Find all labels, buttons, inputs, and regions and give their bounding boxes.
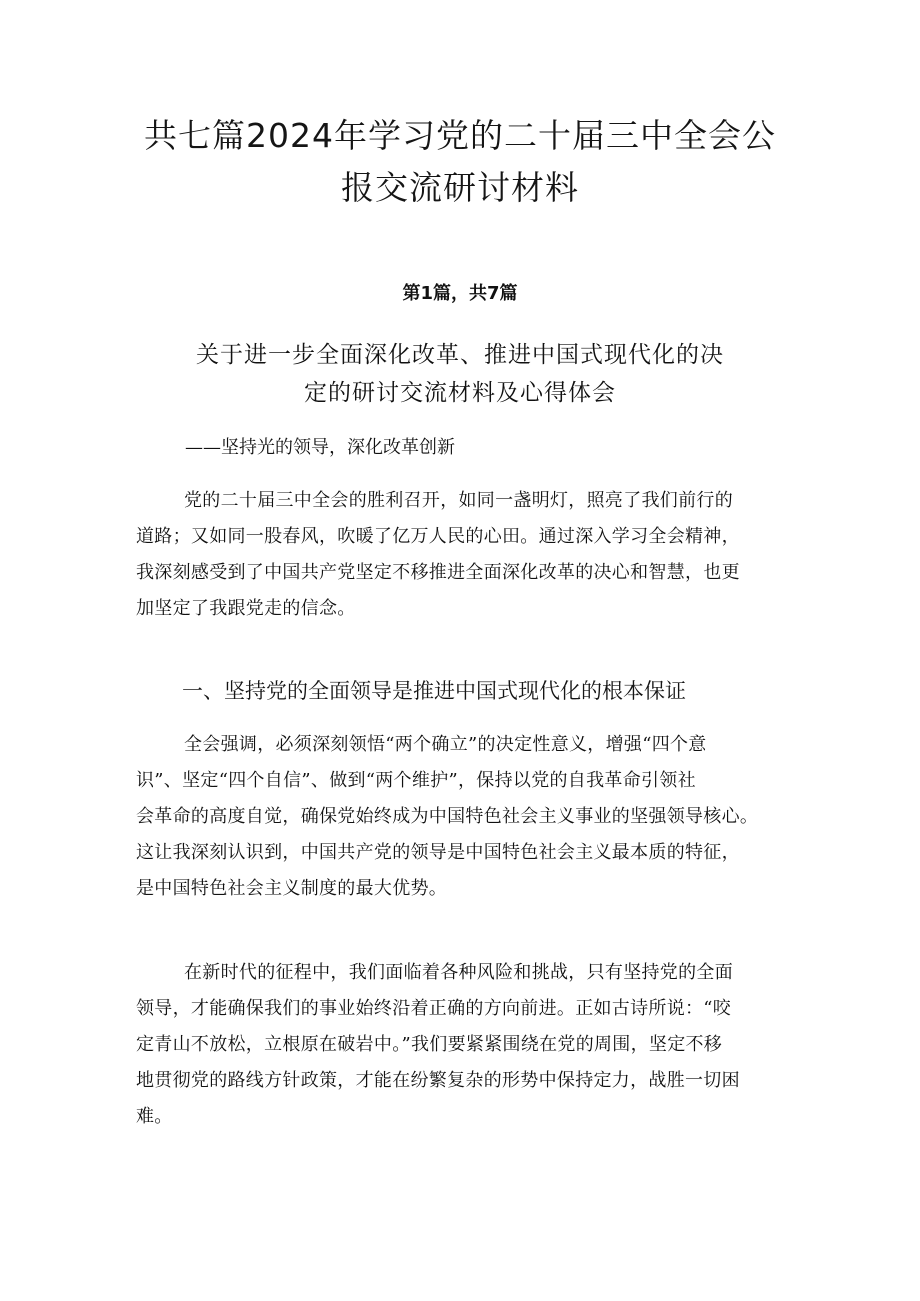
document-title-line: 共七篇2024年学习党的二十届三中全会公 [144,116,776,155]
paragraph-line: 会革命的高度自觉，确保党始终成为中国特色社会主义事业的坚强领导核心。 [136,806,759,827]
section-paragraph-1 [136,727,796,907]
article-title-line: 关于进一步全面深化改革、推进中国式现代化的决 [196,342,724,368]
article-subtitle: ——坚持光的领导，深化改革创新 [185,437,455,458]
paragraph-line: 定青山不放松，立根原在破岩中。”我们要紧紧围绕在党的周围，坚定不移 [136,1034,723,1055]
paragraph-line: 道路；又如同一股春风，吹暖了亿万人民的心田。通过深入学习全会精神， [136,526,740,547]
paragraph-line: 全会强调，必须深刻领悟“两个确立”的决定性意义，增强“四个意 [184,734,707,755]
paragraph-line: 在新时代的征程中，我们面临着各种风险和挑战，只有坚持党的全面 [184,962,733,983]
paragraph-line: 领导，才能确保我们的事业始终沿着正确的方向前进。正如古诗所说：“咬 [136,998,732,1019]
paragraph-line: 这让我深刻认识到，中国共产党的领导是中国特色社会主义最本质的特征， [136,842,740,863]
document-title-line: 报交流研讨材料 [341,168,579,207]
paragraph-line: 地贯彻党的路线方针政策，才能在纷繁复杂的形势中保持定力，战胜一切困 [136,1070,740,1091]
intro-paragraph [136,483,796,627]
paragraph-line: 我深刻感受到了中国共产党坚定不移推进全面深化改革的决心和智慧，也更 [136,562,740,583]
paragraph-line: 是中国特色社会主义制度的最大优势。 [136,878,448,899]
part-label: 第1篇，共7篇 [402,283,518,304]
article-title [120,336,800,412]
paragraph-line: 识”、坚定“四个自信”、做到“两个维护”，保持以党的自我革命引领社 [136,770,696,791]
document-title [120,110,800,214]
article-title-line: 定的研讨交流材料及心得体会 [304,380,616,406]
section-heading: 一、坚持党的全面领导是推进中国式现代化的根本保证 [182,679,686,703]
section-paragraph-2 [136,955,796,1135]
paragraph-line: 难。 [136,1106,173,1127]
paragraph-line: 加坚定了我跟党走的信念。 [136,598,356,619]
paragraph-line: 党的二十届三中全会的胜利召开，如同一盏明灯，照亮了我们前行的 [184,490,733,511]
